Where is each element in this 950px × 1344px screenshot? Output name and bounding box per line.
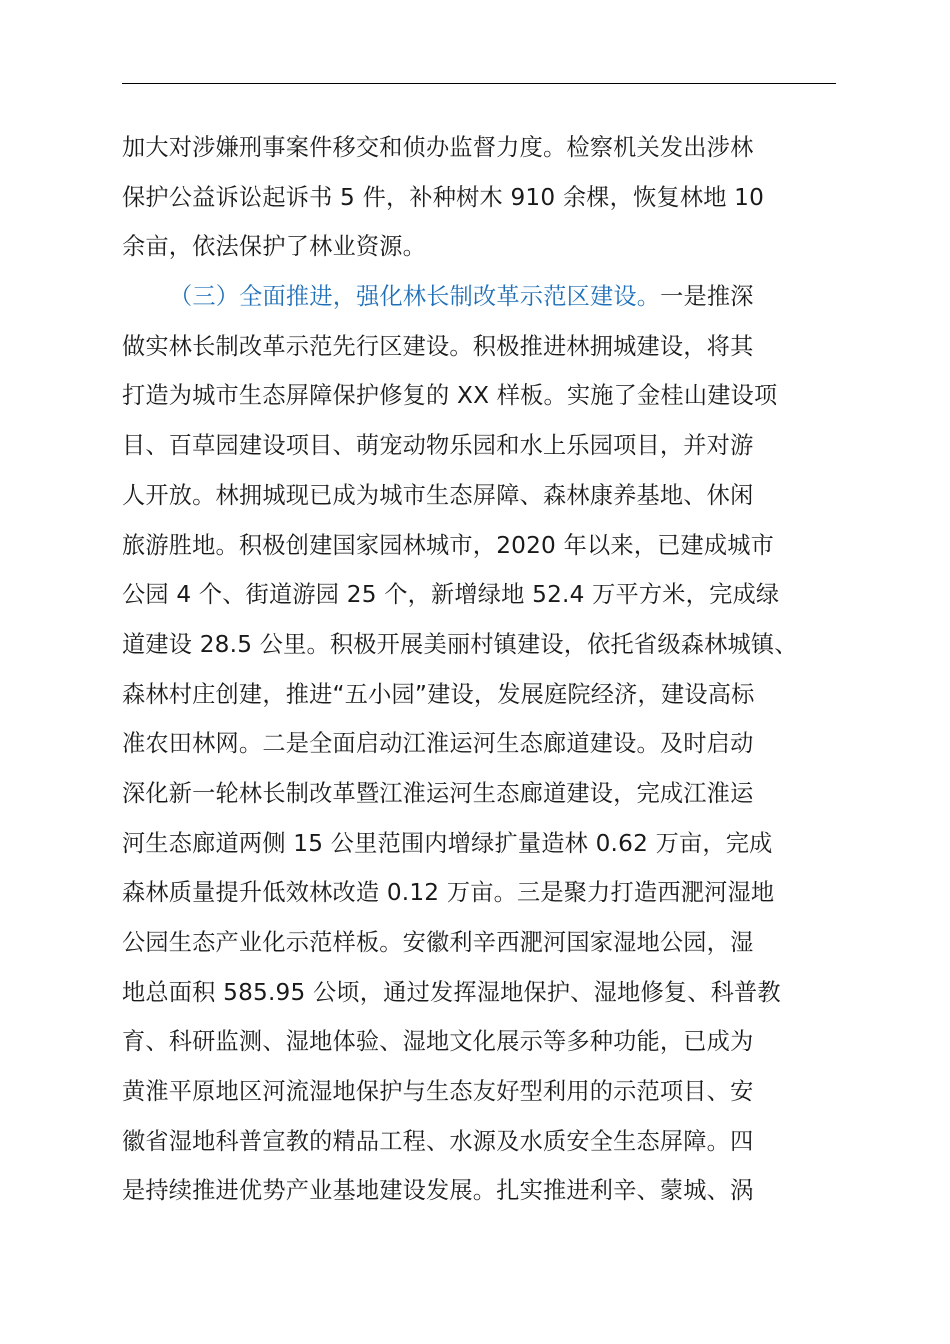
text-line: 旅游胜地。积极创建国家园林城市，2020 年以来，已建成城市: [122, 531, 775, 559]
text-line: 徽省湿地科普宣教的精品工程、水源及水质安全生态屏障。四: [122, 1127, 754, 1155]
document-body: [122, 129, 842, 1222]
text-line: 加大对涉嫌刑事案件移交和侦办监督力度。检察机关发出涉林: [122, 134, 754, 161]
text-line: 道建设 28.5 公里。积极开展美丽村镇建设，依托省级森林城镇、: [122, 630, 798, 658]
text-line: 育、科研监测、湿地体验、湿地文化展示等多种功能，已成为: [122, 1028, 754, 1056]
text-line: 森林村庄创建，推进“五小园”建设，发展庭院经济，建设高标: [122, 680, 755, 708]
text-line: 打造为城市生态屏障保护修复的 XX 样板。实施了金桂山建设项: [122, 382, 778, 410]
text-line: 河生态廊道两侧 15 公里范围内增绿扩量造林 0.62 万亩，完成: [122, 829, 773, 857]
text-line: 公园生态产业化示范样板。安徽利辛西淝河国家湿地公园，湿: [122, 929, 754, 956]
text-line: 深化新一轮林长制改革暨江淮运河生态廊道建设，完成江淮运: [122, 779, 754, 807]
text-line: 黄淮平原地区河流湿地保护与生态友好型利用的示范项目、安: [122, 1078, 754, 1106]
text-line: 地总面积 585.95 公顷，通过发挥湿地保护、湿地修复、科普教: [122, 978, 781, 1006]
text-line: 保护公益诉讼起诉书 5 件，补种树木 910 余棵，恢复林地 10: [122, 183, 765, 211]
text-line: 目、百草园建设项目、萌宠动物乐园和水上乐园项目，并对游: [122, 432, 754, 460]
header-rule: [122, 83, 836, 84]
section-heading: （三）全面推进，强化林长制改革示范区建设。: [169, 283, 661, 311]
text-line: 准农田林网。二是全面启动江淮运河生态廊道建设。及时启动: [122, 730, 754, 758]
text-line: 余亩，依法保护了林业资源。: [122, 233, 427, 261]
section-heading-line: [122, 278, 842, 328]
text-line: 做实林长制改革示范先行区建设。积极推进林拥城建设，将其: [122, 332, 754, 360]
text-line: 森林质量提升低效林改造 0.12 万亩。三是聚力打造西淝河湿地: [122, 879, 775, 907]
text-run: 一是推深: [660, 283, 754, 311]
text-line: 公园 4 个、街道游园 25 个，新增绿地 52.4 万平方米，完成绿: [122, 581, 780, 609]
text-line: 人开放。林拥城现已成为城市生态屏障、森林康养基地、休闲: [122, 481, 754, 509]
text-line: 是持续推进优势产业基地建设发展。扎实推进利辛、蒙城、涡: [122, 1177, 754, 1205]
